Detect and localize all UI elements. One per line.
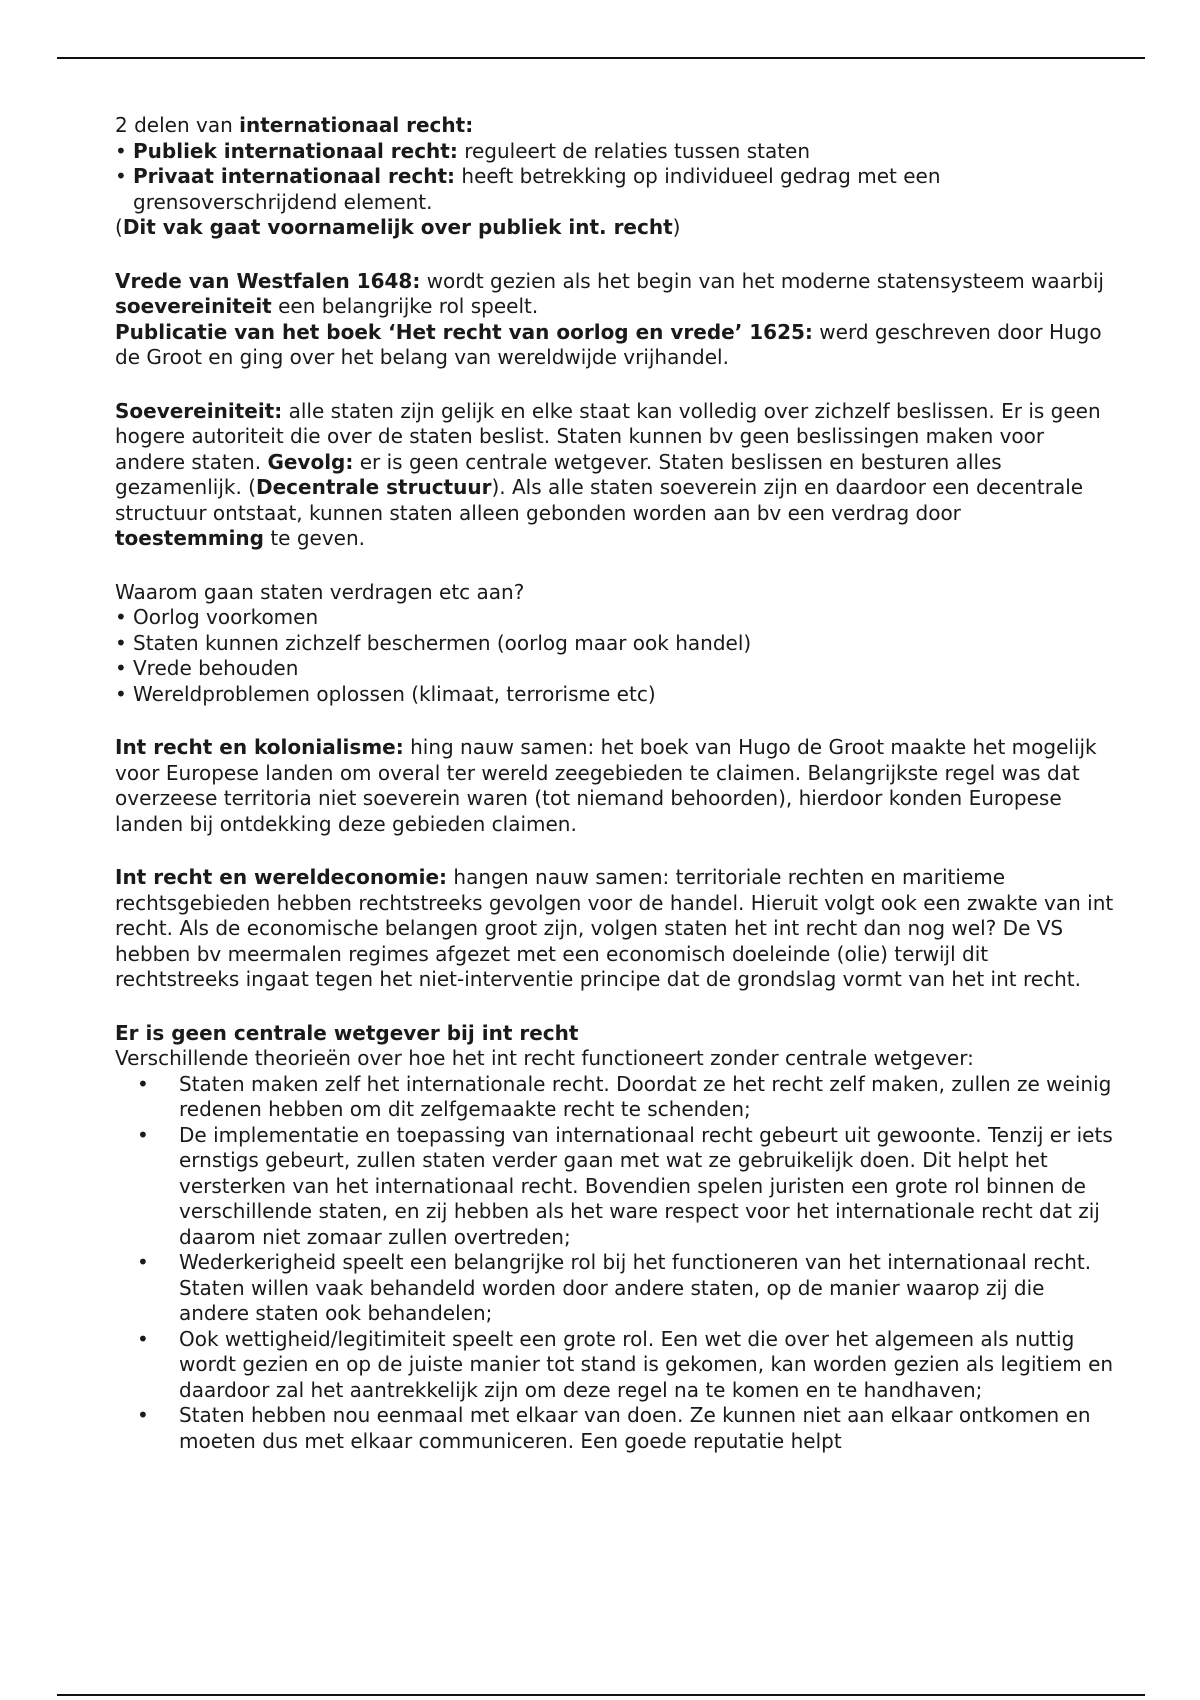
note-open: ( <box>115 215 123 239</box>
text: hing nauw samen: het boek van Hugo de Groot maakte het mogelijk voor Europese landen om overal ter wereld zeegebieden te claimen. Belangrijkste regel was dat overzeese territoria niet soeverein waren (tot niemand behoorden), hierdoor konden Europese landen bij ontdekking deze gebieden claimen. <box>115 735 1097 836</box>
waarom-question: Waarom gaan staten verdragen etc aan? <box>115 579 525 604</box>
term: Gevolg: <box>267 449 354 474</box>
list-item: • Staten kunnen zichzelf beschermen (oorlog maar ook handel) <box>115 631 1115 657</box>
list-item: • Staten hebben nou eenmaal met elkaar van doen. Ze kunnen niet aan elkaar ontkomen en moeten dus met elkaar communiceren. Een goede reputatie helpt <box>115 1403 1115 1454</box>
term: soevereiniteit <box>115 294 272 318</box>
list-item: • Staten maken zelf het internationale recht. Doordat ze het recht zelf maken, zullen ze weinig redenen hebben om dit zelfgemaakte recht te schenden; <box>115 1072 1115 1123</box>
text: werd geschreven door Hugo de Groot en ging over het belang van wereldwijde vrijhandel. <box>115 319 1102 369</box>
list-item: • Wederkerigheid speelt een belangrijke rol bij het functioneren van het internationaal recht. Staten willen vaak behandeld worden door andere staten, op de manier waarop zij die andere staten ook behandelen; <box>115 1250 1115 1327</box>
course-note <box>115 215 1115 241</box>
text: er is geen centrale wetgever. Staten beslissen en besturen alles gezamenlijk. ( <box>115 449 1002 499</box>
list-item: • Wereldproblemen oplossen (klimaat, terrorisme etc) <box>115 682 1115 708</box>
header-rule <box>57 57 1145 59</box>
soevereiniteit-paragraph <box>115 399 1115 552</box>
text: een belangrijke rol speelt. <box>271 294 539 318</box>
term: Int recht en kolonialisme: <box>115 735 404 759</box>
note-close: ) <box>672 215 681 239</box>
list-item <box>115 164 1115 215</box>
item-text: reguleert de relaties tussen staten <box>457 138 811 163</box>
theories-intro: Verschillende theorieën over hoe het int recht functioneert zonder centrale wetgever: <box>115 1046 974 1070</box>
term: Int recht en wereldeconomie: <box>115 865 448 889</box>
text: alle staten zijn gelijk en elke staat kan volledig over zichzelf beslissen. Er is geen hogere autoriteit die over de staten beslist. Staten kunnen bv geen beslissingen maken voor andere staten. <box>115 398 1101 474</box>
item-term: Privaat internationaal recht: <box>133 164 456 188</box>
term: toestemming <box>115 526 264 550</box>
term: Decentrale structuur <box>256 475 492 499</box>
text: te geven. <box>263 526 366 550</box>
list-item: • Oorlog voorkomen <box>115 605 1115 631</box>
list-item: • Ook wettigheid/legitimiteit speelt een grote rol. Een wet die over het algemeen als nuttig wordt gezien en op de juiste manier tot stand is gekomen, kan worden gezien als legitiem en daardoor zal het aantrekkelijk zijn om deze regel na te komen en te handhaven; <box>115 1327 1115 1404</box>
term: Soevereiniteit: <box>115 398 283 423</box>
text: wordt gezien als het begin van het moderne statensysteem waarbij <box>420 268 1104 293</box>
text: ). Als alle staten soeverein zijn en daardoor een decentrale structuur ontstaat, kunnen staten alleen gebonden worden aan bv een verdrag door <box>115 475 1084 525</box>
note-bold: Dit vak gaat voornamelijk over publiek int. recht <box>122 215 673 239</box>
reasons-list <box>115 605 1115 707</box>
heading-text: Er is geen centrale wetgever bij int recht <box>115 1020 579 1045</box>
document-body <box>115 113 1115 1454</box>
westfalen-paragraph <box>115 269 1115 320</box>
section-heading <box>115 1021 1115 1047</box>
list-item <box>115 139 1115 165</box>
text: hangen nauw samen: territoriale rechten en maritieme rechtsgebieden hebben rechtstreeks gevolgen voor de handel. Hieruit volgt ook een zwakte van int recht. Als de economische belangen groot zijn, volgen staten het int recht dan nog wel? De VS hebben bv meermalen regimes afgezet met een economisch doeleinde (olie) terwijl dit rechtstreeks ingaat tegen het niet-interventie principe dat de grondslag vormt van het int recht. <box>115 865 1114 991</box>
list-item: • Vrede behouden <box>115 656 1115 682</box>
intro-text: 2 delen van <box>115 113 240 137</box>
list-item: • De implementatie en toepassing van internationaal recht gebeurt uit gewoonte. Tenzij er iets ernstigs gebeurt, zullen staten verder gaan met wat ze gebruikelijk doen. Dit helpt het versterken van het internationaal recht. Bovendien spelen juristen een grote rol binnen de verschillende staten, en zij hebben als het ware respect voor het internationale recht dat zij daarom niet zomaar zullen overtreden; <box>115 1123 1115 1251</box>
intro-paragraph <box>115 113 1115 139</box>
footer-rule <box>57 1694 1145 1696</box>
theories-list <box>115 1072 1115 1455</box>
item-text: heeft betrekking op individueel gedrag met een grensoverschrijdend element. <box>133 164 941 214</box>
wereldeconomie-paragraph <box>115 865 1115 993</box>
kolonialisme-paragraph <box>115 735 1115 837</box>
publicatie-paragraph <box>115 320 1115 371</box>
law-types-list <box>115 139 1115 216</box>
term: Vrede van Westfalen 1648: <box>115 268 421 293</box>
intro-bold: internationaal recht: <box>239 113 474 137</box>
item-term: Publiek internationaal recht: <box>133 138 458 163</box>
term: Publicatie van het boek ‘Het recht van oorlog en vrede’ 1625: <box>115 319 813 344</box>
